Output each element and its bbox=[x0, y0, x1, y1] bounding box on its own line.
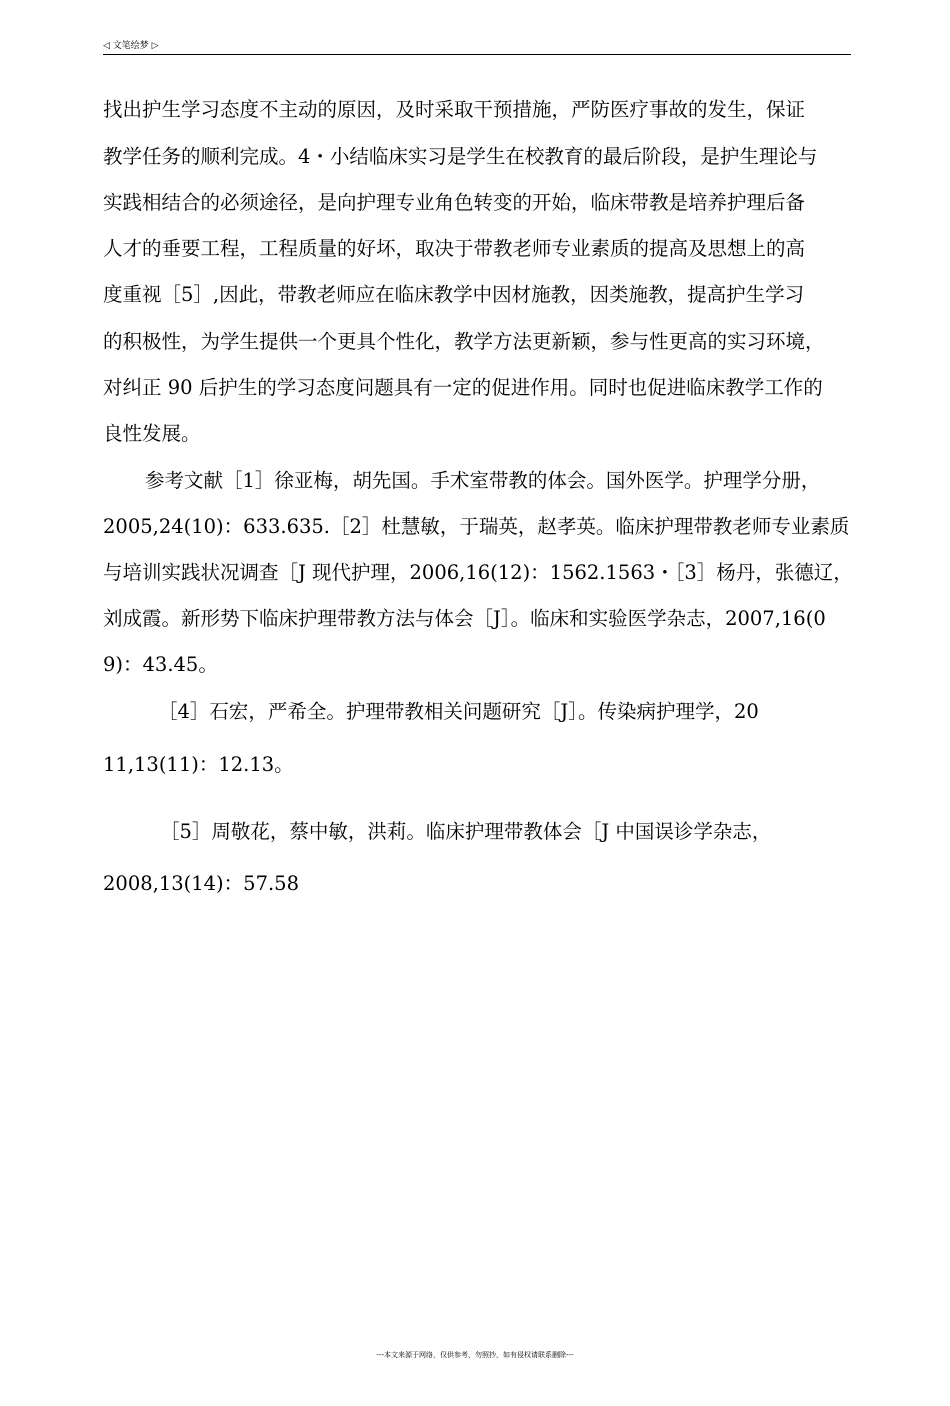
text-line: 实践相结合的必须途径，是向护理专业角色转变的开始，临床带教是培养护理后备 bbox=[103, 191, 806, 214]
reference-line: ［5］周敬花，蔡中敏，洪莉。临床护理带教体会［J 中国误诊学杂志， bbox=[160, 820, 772, 843]
text-line: 教学任务的顺利完成。4・小结临床实习是学生在校教育的最后阶段，是护生理论与 bbox=[103, 145, 818, 168]
page-footer: ---本文来源于网络，仅供参考，勿照抄，如有侵权请联系删除--- bbox=[376, 1351, 574, 1359]
reference-line: 刘成霞。新形势下临床护理带教方法与体会［J］。临床和实验医学杂志，2007,16(0 bbox=[103, 607, 826, 630]
text-line: 对纠正 90 后护生的学习态度问题具有一定的促进作用。同时也促进临床教学工作的 bbox=[103, 376, 823, 399]
text-line: 找出护生学习态度不主动的原因，及时采取干预措施，严防医疗事故的发生，保证 bbox=[103, 98, 806, 121]
text-line: 良性发展。 bbox=[103, 422, 201, 445]
text-line: 度重视［5］,因此，带教老师应在临床教学中因材施教，因类施教，提高护生学习 bbox=[103, 283, 805, 306]
text-line: 的积极性，为学生提供一个更具个性化，教学方法更新颖，参与性更高的实习环境， bbox=[103, 330, 825, 353]
reference-line: 参考文献［1］徐亚梅，胡先国。手术室带教的体会。国外医学。护理学分册， bbox=[145, 469, 821, 492]
reference-line: 9)：43.45。 bbox=[103, 653, 218, 676]
header-title: ◁ 文笔绘梦 ▷ bbox=[103, 41, 159, 51]
page-header bbox=[103, 40, 851, 55]
reference-line: 11,13(11)：12.13。 bbox=[103, 753, 294, 776]
reference-line: 与培训实践状况调查［J 现代护理，2006,16(12)：1562.1563・［3］杨丹，张德辽， bbox=[103, 561, 853, 584]
reference-line: 2005,24(10)：633.635.［2］杜慧敏，于瑞英，赵孝英。临床护理带教老师专业素质 bbox=[103, 515, 850, 538]
text-line: 人才的垂要工程，工程质量的好坏，取决于带教老师专业素质的提高及思想上的高 bbox=[103, 237, 806, 260]
reference-line: 2008,13(14)：57.58 bbox=[103, 872, 299, 895]
reference-line: ［4］石宏，严希全。护理带教相关问题研究［J］。传染病护理学，20 bbox=[158, 700, 759, 723]
